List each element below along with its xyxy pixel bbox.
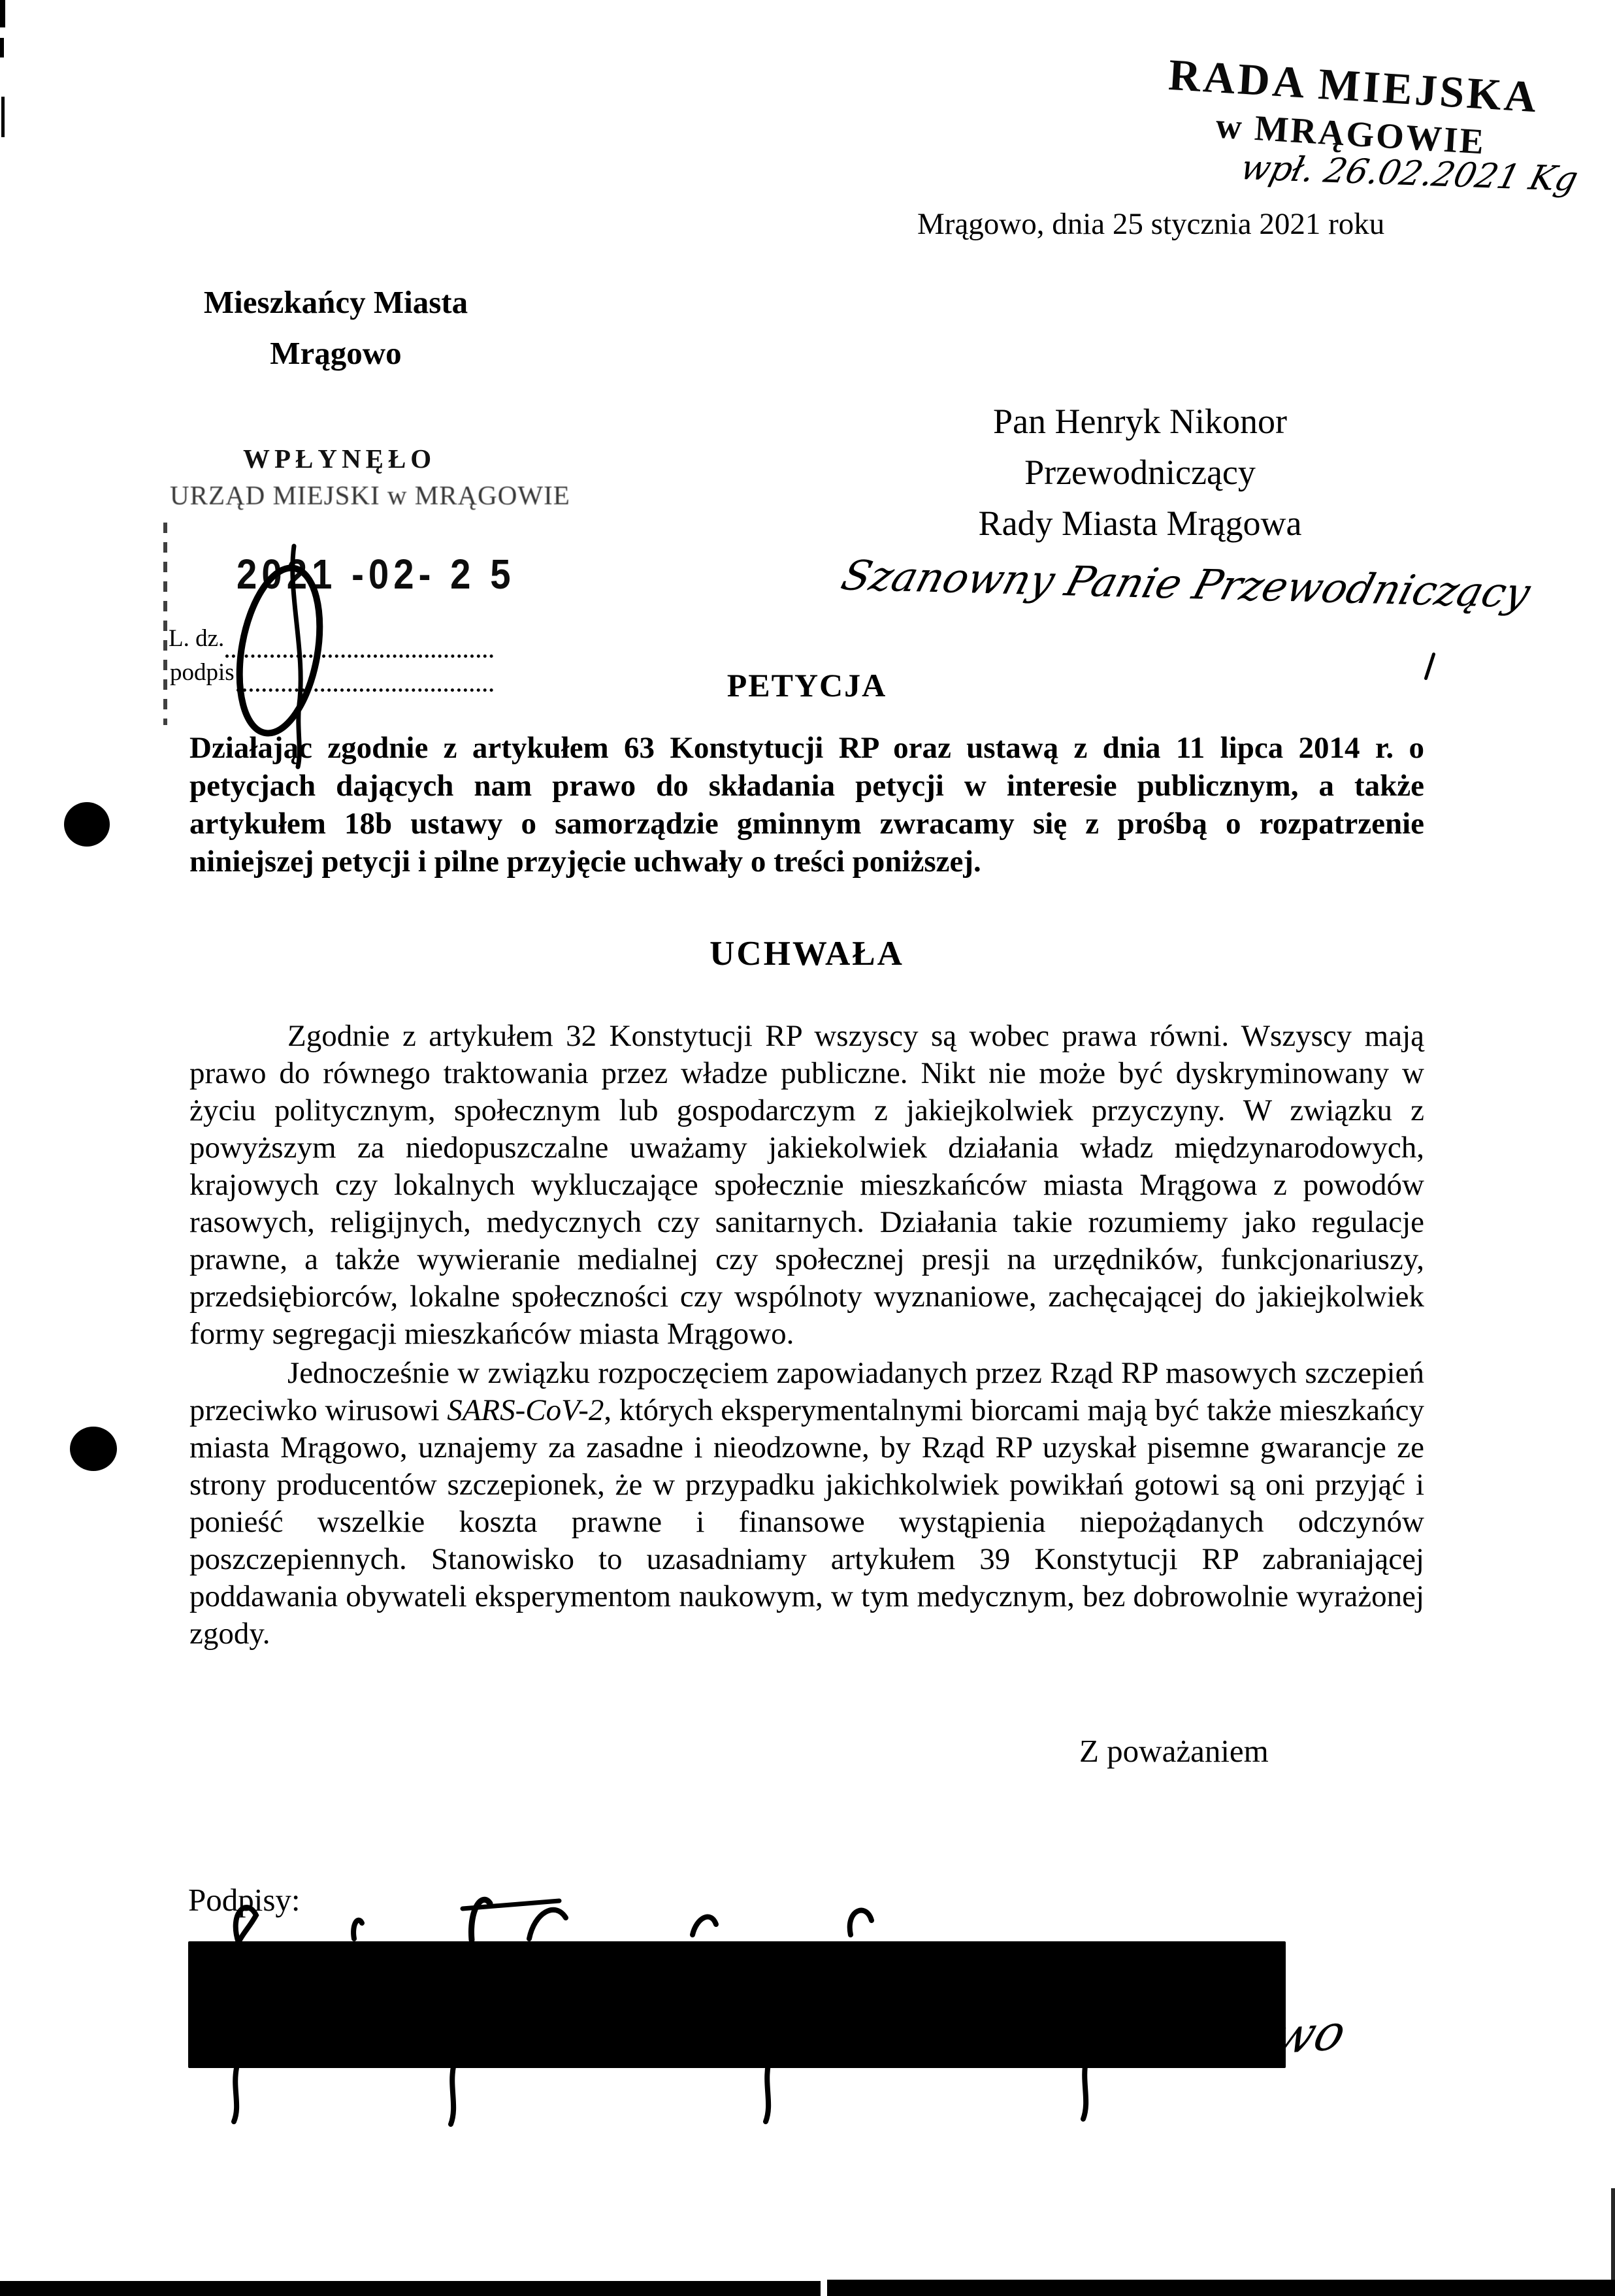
corner-scan-mark-2 xyxy=(0,38,4,57)
bottom-scan-edge-left xyxy=(0,2281,821,2296)
corner-scan-mark-1 xyxy=(0,0,5,27)
intake-stamp-ldz-label: L. dz. xyxy=(169,625,225,652)
bottom-scan-edge-right xyxy=(827,2280,1615,2296)
punch-hole-mark-top xyxy=(64,802,110,847)
punch-hole-mark-bottom xyxy=(70,1427,117,1471)
resolution-heading: UCHWAŁA xyxy=(710,935,904,973)
recipient-line-1: Pan Henryk Nikonor xyxy=(993,402,1287,441)
intake-stamp-title: WPŁYNĘŁO xyxy=(243,444,436,474)
resolution-paragraph-1: Zgodnie z artykułem 32 Konstytucji RP wszyscy są wobec prawa równi. Wszyscy mają prawo do równego traktowania przez władze publiczne. Nikt nie może być dyskryminowany w życiu politycznym, społecznym lub gospodarczym z jakiejkolwiek przyczyny. W związku z powyższym za niedopuszczalne uważamy jakiekolwiek działania władz międzynarodowych, krajowych czy lokalnych wykluczające społecznie mieszkańców miasta Mrągowa z powodów rasowych, religijnych, medycznych czy sanitarnych. Działania takie rozumiemy jako regulacje prawne, a także wywieranie medialnej czy społecznej presji na urzędników, funkcjonariuszy, przedsiębiorców, lokalne społeczności czy wspólnoty wyznaniowe, zachęcającej do jakiejkolwiek formy segregacji mieszkańców miasta Mrągowo. xyxy=(189,1019,1424,1351)
sender-block xyxy=(166,277,506,379)
recipient-line-2: Przewodniczący xyxy=(1024,453,1256,492)
handwritten-salutation: Szanowny Panie Przewodniczący xyxy=(836,551,1536,617)
council-stamp xyxy=(1128,46,1577,167)
right-scan-edge xyxy=(1611,2188,1615,2296)
council-stamp-line-1: RADA MIEJSKA xyxy=(1167,49,1541,122)
paragraph-2-text: Jednocześnie w związku rozpoczęciem zapowiadanych przez Rząd RP masowych szczepień przeciwko wirusowi xyxy=(189,1356,1424,1427)
intake-stamp-left-border xyxy=(163,523,167,725)
sender-line-1: Mieszkańcy Miasta xyxy=(203,284,468,320)
recipient-line-3: Rady Miasta Mrągowa xyxy=(978,504,1302,543)
recipient-block xyxy=(911,396,1369,549)
sars-cov-2-italic: SARS-CoV-2 xyxy=(447,1393,604,1427)
sender-line-2: Mrągowo xyxy=(270,335,402,371)
council-stamp-line-2: w MRĄGOWIE xyxy=(1215,105,1487,162)
intake-stamp-podpis-label: podpis xyxy=(170,659,235,686)
petition-intro-paragraph: Działając zgodnie z artykułem 63 Konstytucji RP oraz ustawą z dnia 11 lipca 2014 r. o petycjach dających nam prawo do składania petycji w interesie publicznym, a także artykułem 18b ustawy o samorządzie gminnym zwracamy się z prośbą o rozpatrzenie niniejszej petycji i pilne przyjęcie uchwały o treści poniższej. xyxy=(189,731,1424,879)
closing-phrase: Z poważaniem xyxy=(1079,1733,1269,1769)
resolution-paragraph-2 xyxy=(189,1355,1424,1653)
intake-stamp-date: 2021 -02- 2 5 xyxy=(237,551,515,598)
dateline: Mrągowo, dnia 25 stycznia 2021 roku xyxy=(917,207,1385,241)
petition-heading: PETYCJA xyxy=(726,667,887,703)
pen-stroke-mark xyxy=(1424,652,1435,680)
redaction-bar xyxy=(188,1941,1286,2068)
corner-scan-mark-3 xyxy=(1,97,5,137)
paragraph-2-text-continued: , których eksperymentalnymi biorcami mają być także mieszkańcy miasta Mrągowo, uznajemy za zasadne i nieodzowne, by Rząd RP uzyskał pisemne gwarancje ze strony producentów szczepionek, że w przypadku jakichkolwiek powikłań gotowi są oni przyjąć i ponieść wszelkie koszta prawne i finansowe wystąpienia niepożądanych odczynów poszczepiennych. Stanowisko to uzasadniamy artykułem 39 Konstytucji RP zabraniającej poddawania obywateli eksperymentom naukowym, w tym medycznym, bez dobrowolnie wyrażonej zgody. xyxy=(189,1393,1424,1651)
handwritten-receipt-date: wpł. 26.02.2021 Kg xyxy=(1236,148,1582,199)
signatures-label: Podpisy: xyxy=(188,1882,301,1918)
handwritten-fragment: wo xyxy=(1267,2003,1352,2066)
intake-stamp-office: URZĄD MIEJSKI w MRĄGOWIE xyxy=(170,480,570,510)
